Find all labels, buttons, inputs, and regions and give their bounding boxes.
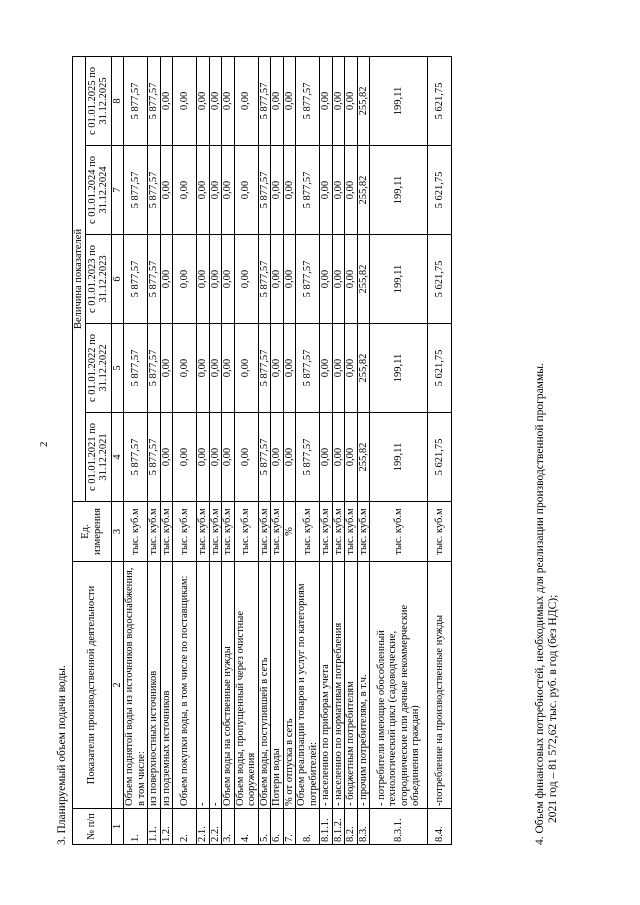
row-number: 5. — [258, 809, 271, 845]
water-supply-table — [72, 56, 452, 845]
row-value: 0,00 — [222, 324, 235, 413]
row-value: 0,00 — [160, 146, 173, 235]
row-unit: тыс. куб.м — [258, 502, 271, 562]
row-number: 8.4. — [428, 809, 452, 845]
row-unit: тыс. куб.м — [148, 502, 161, 562]
row-unit: тыс. куб.м — [173, 502, 197, 562]
row-value: 5 877,57 — [124, 413, 148, 502]
row-value: 0,00 — [160, 413, 173, 502]
row-unit: тыс. куб.м — [332, 502, 345, 562]
section-3-title: 3. Планируемый объем подачи воды. — [56, 665, 68, 845]
row-indicator: Объем поднятой воды из источников водоснабжения, в том числе: — [124, 562, 148, 809]
row-value: 0,00 — [173, 146, 197, 235]
section-4-title: 4. Объем финансовых потребностей, необходимых для реализации производственной программы. — [534, 363, 546, 845]
table-row — [345, 56, 358, 844]
row-value: 5 877,57 — [148, 235, 161, 324]
row-indicator: - — [209, 562, 222, 809]
row-value: 5 877,57 — [296, 413, 320, 502]
row-indicator: из поверхностных источников — [148, 562, 161, 809]
row-value: 255,82 — [357, 235, 370, 324]
row-value: 0,00 — [234, 146, 258, 235]
row-indicator: - потребители имеющие обособленный технологический цикл (садоводческие, огороднические или дачные некоммерческие объединения граждан) — [370, 562, 428, 809]
table-row — [209, 56, 222, 844]
row-unit: тыс. куб.м — [320, 502, 333, 562]
row-unit: тыс. куб.м — [428, 502, 452, 562]
row-value: 0,00 — [320, 146, 333, 235]
row-value: 5 877,57 — [296, 324, 320, 413]
row-number: 8.2. — [345, 809, 358, 845]
row-value: 0,00 — [271, 324, 284, 413]
column-index: 3 — [111, 502, 124, 562]
row-value: 0,00 — [332, 56, 345, 145]
row-value: 0,00 — [345, 146, 358, 235]
column-index: 4 — [111, 413, 124, 502]
column-index: 6 — [111, 235, 124, 324]
row-value: 0,00 — [332, 413, 345, 502]
row-value: 0,00 — [209, 235, 222, 324]
row-value: 0,00 — [197, 235, 210, 324]
row-number: 8.3.1. — [370, 809, 428, 845]
row-value: 255,82 — [357, 56, 370, 145]
row-value: 0,00 — [173, 56, 197, 145]
row-value: 0,00 — [345, 56, 358, 145]
header-period: с 01.01.2025 по 31.12.2025 — [85, 56, 111, 145]
row-value: 0,00 — [209, 413, 222, 502]
row-number: 8.1.1. — [320, 809, 333, 845]
row-value: 0,00 — [222, 56, 235, 145]
row-indicator: - — [197, 562, 210, 809]
row-value: 255,82 — [357, 146, 370, 235]
row-unit: тыс. куб.м — [345, 502, 358, 562]
column-index: 1 — [111, 809, 124, 845]
header-values-group: Величина показателей — [73, 56, 86, 501]
row-value: 0,00 — [197, 413, 210, 502]
row-value: 5 877,57 — [124, 235, 148, 324]
row-indicator: - бюджетным потребителям — [345, 562, 358, 809]
column-index: 7 — [111, 146, 124, 235]
row-indicator: Потери воды — [271, 562, 284, 809]
row-indicator: -потребление на производственные нужды — [428, 562, 452, 809]
row-value: 5 877,57 — [296, 146, 320, 235]
row-value: 5 877,57 — [148, 413, 161, 502]
row-value: 0,00 — [234, 56, 258, 145]
row-number: 6. — [271, 809, 284, 845]
row-value: 5 877,57 — [124, 146, 148, 235]
row-value: 0,00 — [197, 56, 210, 145]
row-indicator: из подземных источников — [160, 562, 173, 809]
row-unit: тыс. куб.м — [296, 502, 320, 562]
row-number: 1. — [124, 809, 148, 845]
row-value: 0,00 — [283, 146, 296, 235]
row-value: 5 877,57 — [124, 56, 148, 145]
page-number: 2 — [38, 441, 50, 447]
row-unit: тыс. куб.м — [124, 502, 148, 562]
row-number: 1.2. — [160, 809, 173, 845]
row-value: 0,00 — [345, 235, 358, 324]
table-row — [296, 56, 320, 844]
row-value: 0,00 — [173, 413, 197, 502]
rotated-page — [38, 45, 584, 845]
column-index: 5 — [111, 324, 124, 413]
row-value: 5 877,57 — [296, 235, 320, 324]
row-indicator: Объем покупки воды, в том числе по поставщикам: — [173, 562, 197, 809]
row-value: 5 877,57 — [124, 324, 148, 413]
header-period: с 01.01.2022 по 31.12.2022 — [85, 324, 111, 413]
row-value: 199,11 — [370, 235, 428, 324]
table-row — [320, 56, 333, 844]
header-num: № п/п — [73, 809, 112, 845]
row-value: 0,00 — [320, 235, 333, 324]
row-value: 5 621,75 — [428, 56, 452, 145]
table-row — [173, 56, 197, 844]
section-4 — [534, 363, 560, 845]
row-value: 0,00 — [271, 235, 284, 324]
row-value: 5 877,57 — [258, 413, 271, 502]
row-value: 5 877,57 — [258, 324, 271, 413]
row-value: 0,00 — [234, 324, 258, 413]
row-value: 0,00 — [320, 413, 333, 502]
row-value: 255,82 — [357, 413, 370, 502]
table-body — [124, 56, 452, 844]
row-value: 0,00 — [222, 146, 235, 235]
header-period: с 01.01.2023 по 31.12.2023 — [85, 235, 111, 324]
row-value: 0,00 — [209, 324, 222, 413]
row-value: 5 877,57 — [296, 56, 320, 145]
row-value: 0,00 — [209, 146, 222, 235]
row-value: 0,00 — [271, 146, 284, 235]
row-value: 0,00 — [222, 413, 235, 502]
row-indicator: % от отпуска в сеть — [283, 562, 296, 809]
row-value: 5 877,57 — [148, 56, 161, 145]
row-value: 0,00 — [271, 413, 284, 502]
row-unit: тыс. куб.м — [271, 502, 284, 562]
table-row — [197, 56, 210, 844]
row-value: 0,00 — [197, 324, 210, 413]
row-value: 5 877,57 — [258, 146, 271, 235]
row-number: 4. — [234, 809, 258, 845]
row-indicator: - прочим потребителям, в т.ч. — [357, 562, 370, 809]
row-number: 3. — [222, 809, 235, 845]
row-value: 0,00 — [332, 146, 345, 235]
table-row — [148, 56, 161, 844]
table-row — [357, 56, 370, 844]
row-unit: тыс. куб.м — [370, 502, 428, 562]
table-row — [271, 56, 284, 844]
row-value: 0,00 — [197, 146, 210, 235]
row-unit: тыс. куб.м — [209, 502, 222, 562]
row-value: 5 877,57 — [148, 146, 161, 235]
table-row — [428, 56, 452, 844]
column-index: 8 — [111, 56, 124, 145]
row-unit: % — [283, 502, 296, 562]
column-index-row — [111, 56, 124, 844]
row-number: 1.1. — [148, 809, 161, 845]
row-value: 0,00 — [320, 324, 333, 413]
row-value: 255,82 — [357, 324, 370, 413]
header-period: с 01.01.2024 по 31.12.2024 — [85, 146, 111, 235]
row-value: 199,11 — [370, 56, 428, 145]
row-value: 0,00 — [160, 56, 173, 145]
row-indicator: Объем воды, пропущенный через очистные сооружения — [234, 562, 258, 809]
row-value: 0,00 — [160, 324, 173, 413]
row-value: 0,00 — [283, 56, 296, 145]
row-value: 0,00 — [173, 324, 197, 413]
row-indicator: Объем реализации товаров и услуг по категориям потребителей: — [296, 562, 320, 809]
row-indicator: Объем воды, поступившей в сеть — [258, 562, 271, 809]
row-unit: тыс. куб.м — [160, 502, 173, 562]
row-unit: тыс. куб.м — [197, 502, 210, 562]
table-row — [222, 56, 235, 844]
row-value: 5 621,75 — [428, 146, 452, 235]
row-value: 0,00 — [345, 413, 358, 502]
row-number: 8.3. — [357, 809, 370, 845]
row-value: 5 877,57 — [148, 324, 161, 413]
row-value: 5 621,75 — [428, 235, 452, 324]
row-value: 0,00 — [283, 235, 296, 324]
row-number: 2. — [173, 809, 197, 845]
row-unit: тыс. куб.м — [222, 502, 235, 562]
row-value: 0,00 — [271, 56, 284, 145]
row-value: 199,11 — [370, 324, 428, 413]
table-row — [124, 56, 148, 844]
section-4-amount: 2021 год – 81 572,62 тыс. руб. в год (без НДС); — [547, 594, 559, 823]
row-value: 5 621,75 — [428, 324, 452, 413]
table-row — [370, 56, 428, 844]
row-value: 199,11 — [370, 146, 428, 235]
header-indicator: Показатели производственной деятельности — [73, 562, 112, 809]
row-number: 2.1. — [197, 809, 210, 845]
row-value: 0,00 — [345, 324, 358, 413]
row-value: 199,11 — [370, 413, 428, 502]
row-value: 5 621,75 — [428, 413, 452, 502]
row-unit: тыс. куб.м — [234, 502, 258, 562]
row-value: 5 877,57 — [258, 56, 271, 145]
row-value: 0,00 — [320, 56, 333, 145]
row-value: 0,00 — [160, 235, 173, 324]
row-value: 0,00 — [234, 413, 258, 502]
row-value: 5 877,57 — [258, 235, 271, 324]
row-value: 0,00 — [332, 324, 345, 413]
row-value: 0,00 — [222, 235, 235, 324]
row-indicator: - населению по приборам учета — [320, 562, 333, 809]
header-period: с 01.01.2021 по 31.12.2021 — [85, 413, 111, 502]
row-value: 0,00 — [283, 324, 296, 413]
row-number: 2.2. — [209, 809, 222, 845]
header-unit: Ед. измерения — [73, 502, 112, 562]
table-row — [160, 56, 173, 844]
row-value: 0,00 — [332, 235, 345, 324]
table-row — [283, 56, 296, 844]
row-unit: тыс. куб.м — [357, 502, 370, 562]
row-number: 7. — [283, 809, 296, 845]
row-value: 0,00 — [234, 235, 258, 324]
column-index: 2 — [111, 562, 124, 809]
table-row — [234, 56, 258, 844]
row-number: 8. — [296, 809, 320, 845]
row-number: 8.1.2. — [332, 809, 345, 845]
row-indicator: - населению по нормативам потребления — [332, 562, 345, 809]
row-value: 0,00 — [173, 235, 197, 324]
row-indicator: Объем воды на собственные нужды — [222, 562, 235, 809]
table-row — [332, 56, 345, 844]
row-value: 0,00 — [283, 413, 296, 502]
table-row — [258, 56, 271, 844]
row-value: 0,00 — [209, 56, 222, 145]
